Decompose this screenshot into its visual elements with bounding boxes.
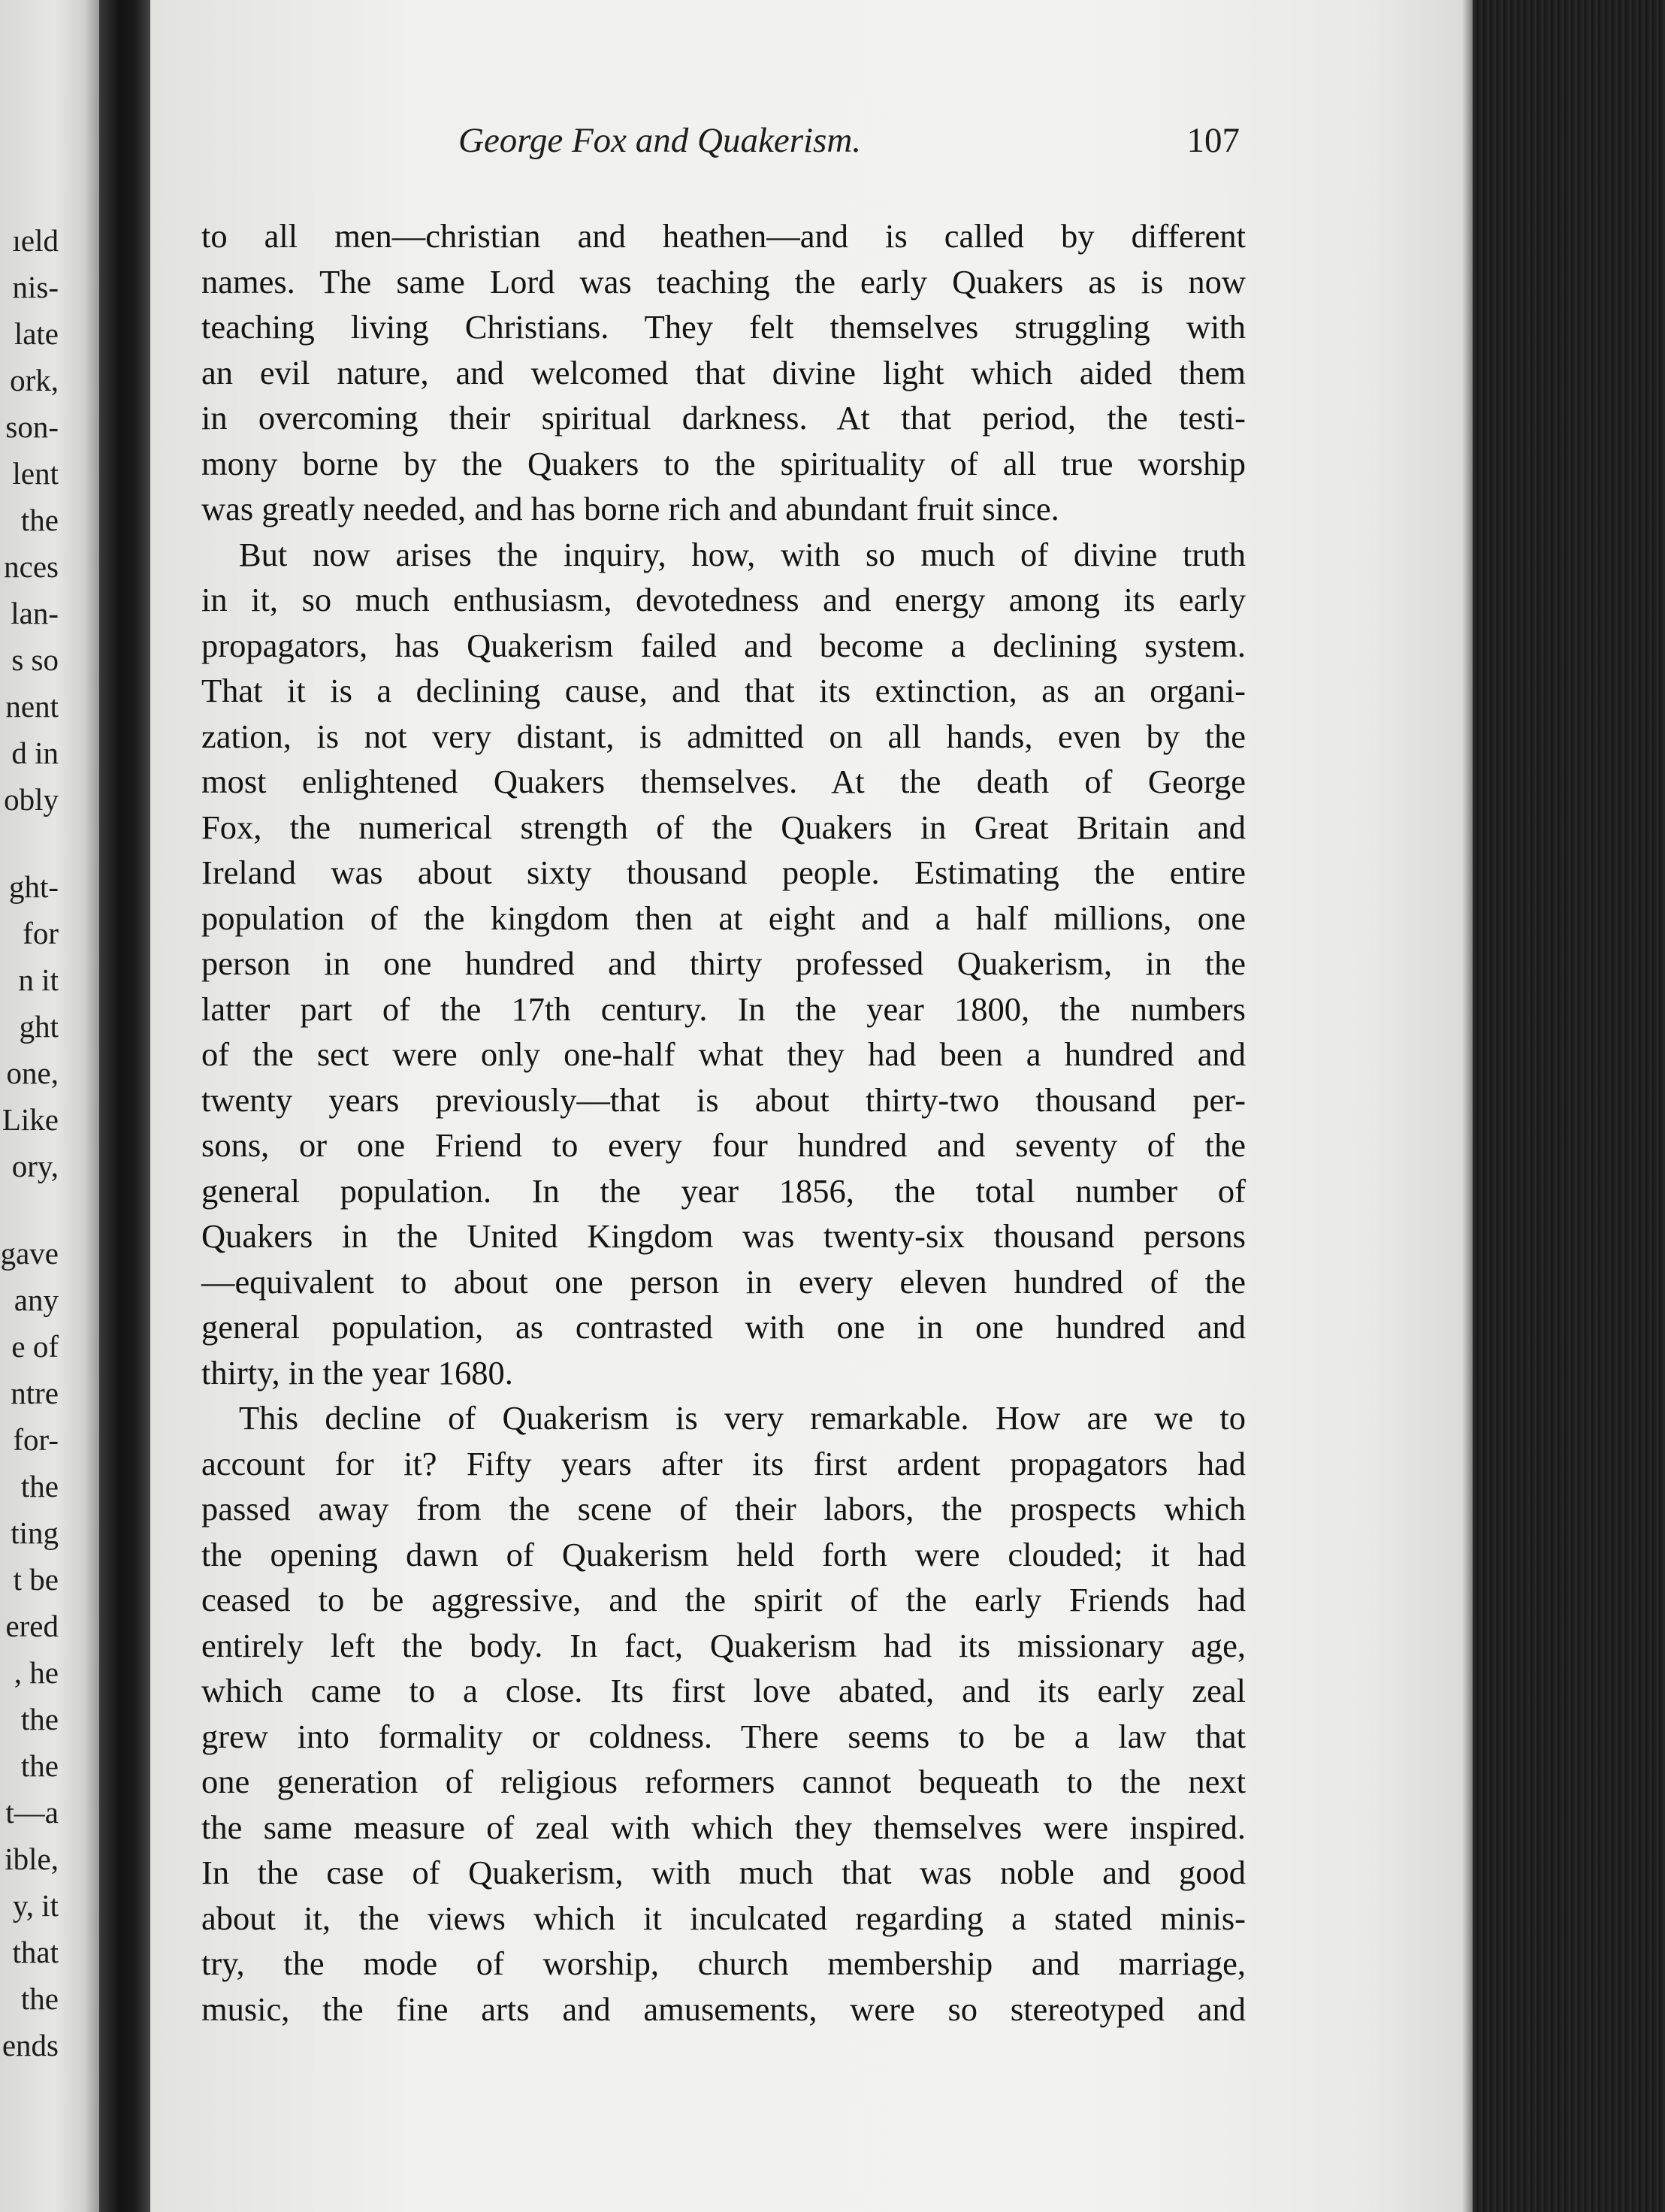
previous-page-fragment: y, it — [12, 1888, 59, 1923]
running-title: George Fox and Quakerism. — [458, 121, 862, 160]
previous-page-fragment: for — [23, 916, 59, 950]
text-line: twenty years previously—that is about thirty-two thousand per- — [201, 1080, 1246, 1119]
text-line: But now arises the inquiry, how, with so much of divine truth — [239, 535, 1246, 573]
previous-page-fragment: d in — [11, 736, 59, 770]
previous-page-fragment: the — [20, 1748, 59, 1783]
previous-page-fragment: any — [14, 1283, 59, 1317]
text-line: account for it? Fifty years after its first ardent propagators had — [201, 1444, 1246, 1482]
previous-page-fragment: ible, — [5, 1842, 59, 1876]
text-line: in overcoming their spiritual darkness. At that period, the testi- — [201, 399, 1246, 437]
previous-page-fragment: ght- — [8, 869, 59, 904]
text-line: Quakers in the United Kingdom was twenty-six thousand persons — [201, 1217, 1246, 1255]
previous-page-fragment: son- — [5, 409, 59, 444]
previous-page-fragment: ting — [11, 1515, 59, 1550]
text-line: was greatly needed, and has borne rich and abundant fruit since. — [201, 490, 1059, 527]
previous-page-fragment: one, — [6, 1056, 59, 1090]
previous-page-fragment: ntre — [11, 1376, 59, 1410]
text-line: —equivalent to about one person in every eleven hundred of the — [201, 1262, 1246, 1301]
text-line: zation, is not very distant, is admitted on all hands, even by the — [201, 717, 1246, 755]
previous-page-fragment: ory, — [11, 1149, 59, 1183]
text-line: in it, so much enthusiasm, devotedness and energy among its early — [201, 581, 1246, 618]
text-line: music, the fine arts and amusements, were so stereotyped and — [201, 1990, 1246, 2028]
previous-page-fragment: , he — [14, 1655, 59, 1690]
previous-page-fragment: that — [12, 1935, 59, 1969]
previous-page-fragment: nent — [5, 689, 59, 724]
text-line: names. The same Lord was teaching the early Quakers as is now — [201, 262, 1246, 301]
previous-page-fragment: lan- — [11, 596, 59, 630]
previous-page-fragment: late — [14, 316, 59, 351]
text-line: person in one hundred and thirty professed Quakerism, in the — [201, 944, 1246, 982]
previous-page-fragment: t—a — [5, 1795, 59, 1830]
text-line: passed away from the scene of their labors, the prospects which — [201, 1490, 1246, 1528]
previous-page-fragment: t be — [13, 1562, 59, 1597]
previous-page-fragment: for- — [13, 1422, 59, 1457]
text-line: general population, as contrasted with one in one hundred and — [201, 1308, 1246, 1346]
text-line: about it, the views which it inculcated regarding a stated minis- — [201, 1899, 1246, 1937]
previous-page-fragment: obly — [4, 782, 59, 817]
previous-page-fragment: the — [20, 1981, 59, 2016]
text-line: of the sect were only one-half what they had been a hundred and — [201, 1035, 1246, 1073]
text-line: try, the mode of worship, church membership and marriage, — [201, 1945, 1246, 1982]
body-text — [201, 213, 1246, 2032]
book-gutter — [99, 0, 150, 2212]
previous-page-fragment: lent — [12, 456, 59, 491]
previous-page-fragment: the — [20, 1469, 59, 1503]
text-line: the same measure of zeal with which they themselves were inspired. — [201, 1808, 1246, 1846]
previous-page-fragment: ends — [2, 2028, 59, 2062]
text-line: latter part of the 17th century. In the year 1800, the numbers — [201, 990, 1246, 1028]
text-line: the opening dawn of Quakerism held forth were clouded; it had — [201, 1535, 1246, 1573]
text-line: grew into formality or coldness. There seems to be a law that — [201, 1717, 1246, 1755]
previous-page-edge — [0, 0, 99, 2212]
previous-page-fragment: e of — [11, 1329, 59, 1364]
text-line: general population. In the year 1856, the total number of — [201, 1171, 1246, 1210]
previous-page-fragment: Like — [2, 1102, 59, 1137]
text-line: population of the kingdom then at eight and a half millions, one — [201, 899, 1246, 937]
text-line: entirely left the body. In fact, Quakerism had its missionary age, — [201, 1626, 1246, 1664]
text-line: mony borne by the Quakers to the spirituality of all true worship — [201, 444, 1246, 482]
text-line: This decline of Quakerism is very remarkable. How are we to — [239, 1399, 1246, 1437]
text-line: propagators, has Quakerism failed and become a declining system. — [201, 626, 1246, 664]
text-line: Fox, the numerical strength of the Quakers in Great Britain and — [201, 808, 1246, 846]
previous-page-fragment: gave — [0, 1236, 59, 1271]
text-line: Ireland was about sixty thousand people. Estimating the entire — [201, 854, 1246, 891]
text-line: ceased to be aggressive, and the spirit of the early Friends had — [201, 1581, 1246, 1618]
text-line: most enlightened Quakers themselves. At the death of George — [201, 763, 1246, 800]
text-line: sons, or one Friend to every four hundred and seventy of the — [201, 1126, 1246, 1164]
previous-page-fragment: n it — [18, 962, 59, 997]
text-line: That it is a declining cause, and that its extinction, as an organi- — [201, 672, 1246, 709]
previous-page-fragment: ght — [19, 1009, 59, 1044]
previous-page-fragment: s so — [11, 642, 59, 677]
previous-page-fragment: nis- — [12, 270, 59, 304]
previous-page-fragment: ered — [5, 1609, 59, 1643]
page-number: 107 — [1186, 121, 1240, 160]
previous-page-fragment: nces — [4, 549, 59, 584]
running-head — [316, 120, 1240, 165]
text-line: to all men—christian and heathen—and is called by different — [201, 217, 1246, 255]
text-line: thirty, in the year 1680. — [201, 1353, 513, 1392]
previous-page-fragment: the — [20, 503, 59, 537]
previous-page-fragment: ıeld — [12, 223, 59, 258]
text-line: which came to a close. Its first love abated, and its early zeal — [201, 1672, 1246, 1709]
previous-page-fragment: the — [20, 1702, 59, 1736]
text-line: teaching living Christians. They felt themselves struggling with — [201, 308, 1246, 346]
text-line: In the case of Quakerism, with much that was noble and good — [201, 1854, 1246, 1891]
text-line: one generation of religious reformers cannot bequeath to the next — [201, 1763, 1246, 1800]
previous-page-fragment: ork, — [10, 363, 59, 397]
book-cover-board — [1473, 0, 1665, 2212]
text-line: an evil nature, and welcomed that divine light which aided them — [201, 353, 1246, 391]
